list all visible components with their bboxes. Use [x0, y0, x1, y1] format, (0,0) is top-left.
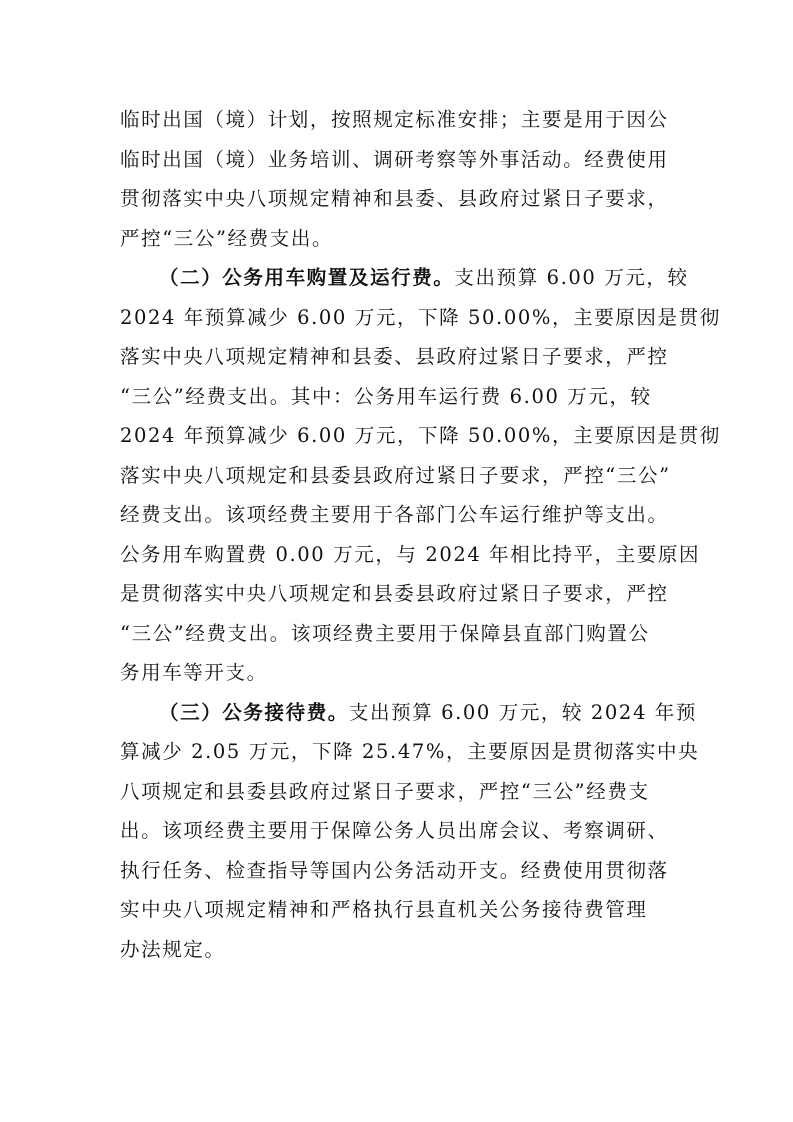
text-line: 2024 年预算减少 6.00 万元，下降 50.00%，主要原因是贯彻: [120, 424, 721, 447]
section-heading: （二）公务用车购置及运行费。: [159, 266, 455, 289]
text-line: 公务用车购置费 0.00 万元，与 2024 年相比持平，主要原因: [120, 542, 701, 566]
paragraph-foreign-travel: [120, 100, 680, 258]
text-line: 落实中央八项规定精神和县委、县政府过紧日子要求，严控: [120, 345, 669, 368]
section-heading: （三）公务接待费。: [159, 700, 349, 724]
text-line: 务用车等开支。: [120, 661, 268, 684]
text-line: “三公”经费支出。其中：公务用车运行费 6.00 万元，较: [120, 384, 652, 408]
text-line: 八项规定和县委县政府过紧日子要求，严控“三公”经费支: [120, 779, 650, 803]
text-line: 严控“三公”经费支出。: [120, 226, 334, 250]
text-line: 办法规定。: [120, 937, 226, 961]
text-line: 经费支出。该项经费主要用于各部门公车运行维护等支出。: [120, 503, 669, 526]
text-line: 执行任务、检查指导等国内公务活动开支。经费使用贯彻落: [120, 858, 669, 882]
paragraph-reception-costs: [120, 693, 700, 970]
paragraph-vehicle-costs: [120, 258, 721, 693]
text-run: 支出预算 6.00 万元，较 2024 年预: [348, 700, 697, 724]
text-line: 2024 年预算减少 6.00 万元，下降 50.00%，主要原因是贯彻: [120, 305, 721, 329]
text-line: 临时出国（境）业务培训、调研考察等外事活动。经费使用: [120, 147, 669, 171]
text-line: 临时出国（境）计划，按照规定标准安排；主要是用于因公: [120, 108, 669, 131]
text-line: 出。该项经费主要用于保障公务人员出席会议、考察调研、: [120, 819, 669, 842]
text-line: 算减少 2.05 万元，下降 25.47%，主要原因是贯彻落实中央: [120, 740, 700, 763]
text-line: 贯彻落实中央八项规定精神和县委、县政府过紧日子要求，: [120, 187, 669, 210]
text-line: “三公”经费支出。该项经费主要用于保障县直部门购置公: [120, 621, 650, 645]
text-run: 支出预算 6.00 万元，较: [454, 266, 689, 289]
text-line: [120, 693, 697, 733]
text-line: 落实中央八项规定和县委县政府过紧日子要求，严控“三公”: [120, 463, 671, 487]
text-line: 实中央八项规定精神和严格执行县直机关公务接待费管理: [120, 898, 648, 921]
text-line: [120, 258, 689, 298]
document-page: [120, 100, 721, 969]
text-line: 是贯彻落实中央八项规定和县委县政府过紧日子要求，严控: [120, 582, 669, 605]
